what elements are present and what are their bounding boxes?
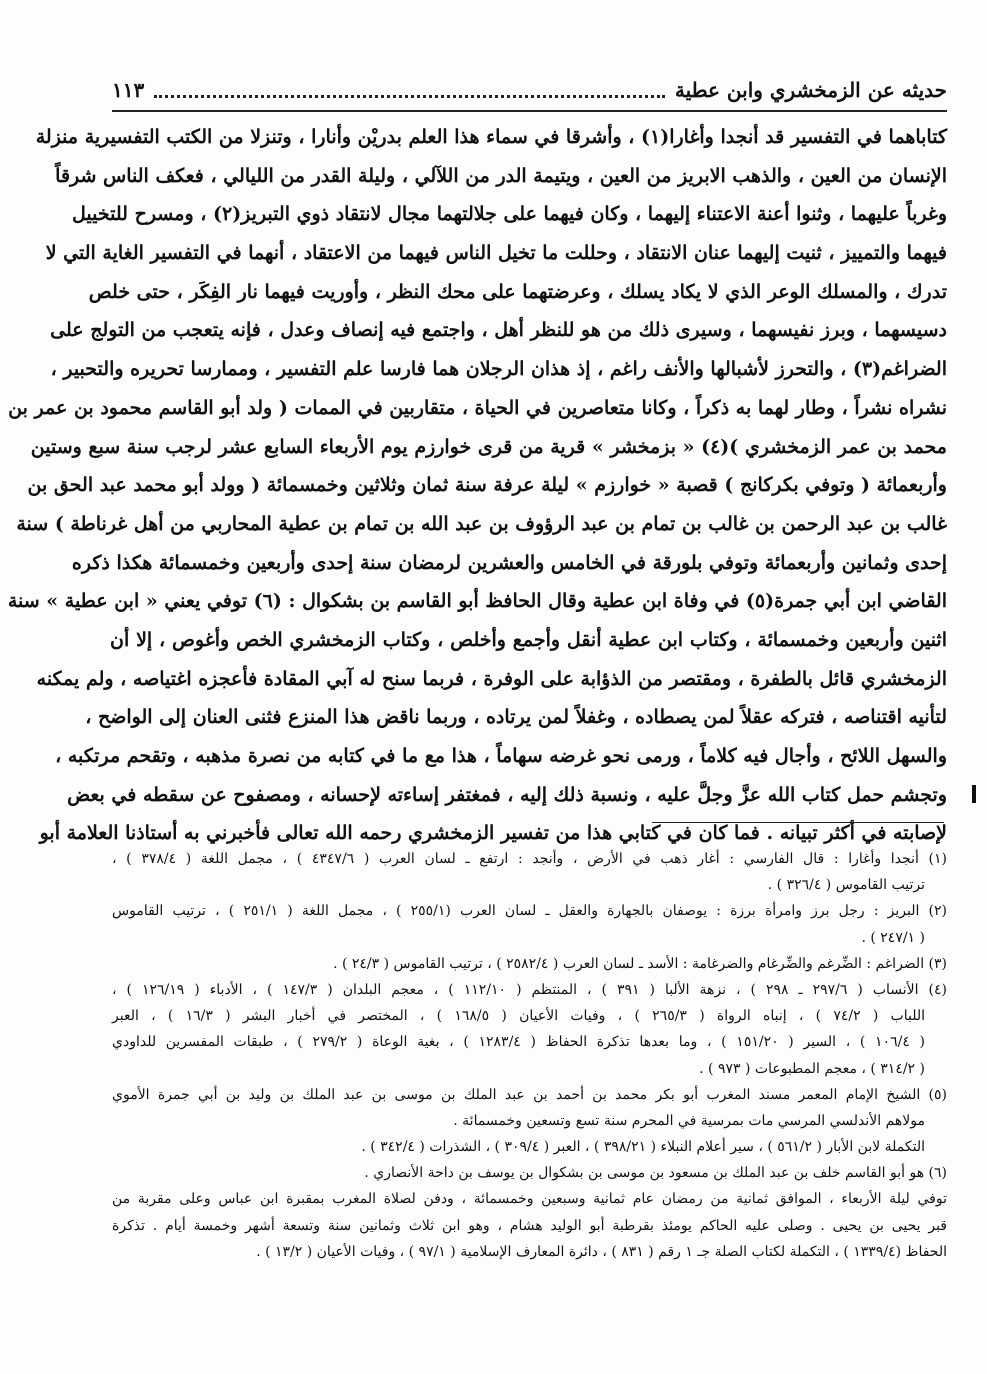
text-line: الزمخشري قائل بالطفرة ، ومقتصر من الذؤابة على الوفرة ، فربما سنح له آبي المقادة فأعجزه اغتياصه ، ولم يمكنه [36, 667, 947, 690]
footnote-line: (٥) الشيخ الإمام المعمر مسند المغرب أبو بكر محمد بن أحمد بن عبد الملك بن موسى بن عبد الملك بن وليد بن أبي جمرة الأموي [112, 1086, 947, 1103]
main-text [7, 118, 947, 853]
text-line: القاضي ابن أبي جمرة(٥) في وفاة ابن عطية وقال الحافظ أبو القاسم بن بشكوال : (٦) توفي يعني « ابن عطية » سنة [7, 590, 947, 613]
text-line: لإصابته في أكثر تبيانه . فما كان في كتابي هذا من تفسير الزمخشري رحمه الله تعالى فأخبرني به أستاذنا العلامة أبو [39, 822, 947, 845]
footnote-line: قبر يحيى بن يحيى . وصلى عليه الحاكم يومئذ بقرطبة أبو الوليد هشام ، وهو ابن ثلاث وثمانين سنة وتسعة أشهر وخمسة أيام . تذكرة [112, 1217, 947, 1234]
text-line: الضراغم(٣) ، والتحرز لأشبالها والأنف راغم ، إذ هذان الرجلان هما فارسا علم التفسير ، وممارسا تحريره والتحبير ، [50, 358, 947, 381]
footnote-line: ( ٣١٤/٢ ) ، معجم المطبوعات ( ٩٧٣ ) . [699, 1060, 925, 1077]
text-line: وتجشم حمل كتاب الله عزَّ وجلَّ عليه ، ونسبة ذلك إليه ، فمغتفر إساءته لإحسانه ، ومصفوح عن سقطه في بعض [67, 783, 947, 806]
page-header [112, 70, 947, 112]
footnote-line: ( ٢٤٧/١ ) . [861, 929, 925, 946]
header-dot-leader [154, 83, 665, 98]
text-line: تدرك ، والمسلك الوعر الذي لا يكاد يسلك ، وعرضتهما على محك النظر ، وأوريت فيهما نار الفِكَر ، حتى خلص [88, 280, 947, 303]
footnote-line: توفي ليلة الأربعاء ، الموافق ثمانية من رمضان عام ثمانية وسبعين وخمسمائة ، ودفن لصلاة المغرب بمقبرة ابن عباس وعلى مقربة من [112, 1191, 947, 1208]
footnotes [112, 846, 947, 1265]
footnote-line: مولاهم الأندلسي المرسي مات بمرسية في المحرم سنة تسع وتسعين وخمسمائة . [453, 1112, 925, 1129]
text-line: نشراه نشراً ، وطار لهما به ذكراً ، وكانا متعاصرين في الحياة ، متقاربين في الممات ( ولد أبو القاسم محمود بن عمر بن [8, 396, 947, 419]
running-title: حديثه عن الزمخشري وابن عطية [674, 78, 947, 102]
footnote-separator [652, 822, 944, 823]
text-line: والسهل اللائح ، وأجال فيه كلاماً ، ورمى نحو غرضه سهاماً ، هذا مع ما في كتابه من نصرة مذهبه ، وتقحم مرتكبه ، [55, 745, 947, 767]
text-line: الإنسان من العين ، والذهب الابريز من العين ، ويتيمة الدر من اللآلي ، وليلة القدر من الليالي ، فعكف الناس شرقاً [55, 164, 947, 187]
footnote-line: (٦) هو أبو القاسم خلف بن عبد الملك بن مسعود بن موسى بن بشكوال بن يوسف بن داحة الأنصاري . [364, 1165, 947, 1182]
text-line: لتأنيه اقتناصه ، فتركه عقلاً لمن يصطاده ، وغفلاً لمن يرتاده ، وربما ناقض هذا المنزع فثنى العنان إلى الواضح ، [85, 706, 947, 729]
footnote-line: التكملة لابن الأبار ( ٥٦١/٢ ) ، سير أعلام النبلاء ( ٣٩٨/٢١ ) ، العبر ( ٣٠٩/٤ ) ، الشذرات ( ٣٤٢/٤ ) . [361, 1139, 925, 1156]
footnote-line: (٢) البريز : رجل برز وامرأة برزة : يوصفان بالجهارة والعقل ـ لسان العرب (٢٥٥/١ ) ، مجمل اللغة ( ٢٥١/١ ) ، ترتيب القاموس [112, 903, 947, 920]
text-line: محمد بن عمر الزمخشري )(٤) « بزمخشر » قرية من قرى خوارزم يوم الأربعاء السابع عشر لرجب سنة سبع وستين [30, 435, 947, 458]
footnote-line: (٣) الضراغم : الضِّرغم والضِّرغام والضرغامة : الأسد ـ لسان العرب ( ٢٥٨٢/٤ ) ، ترتيب القاموس ( ٢٤/٣ ) . [333, 955, 947, 972]
margin-mark [972, 785, 976, 803]
text-line: وغرباً عليهما ، وثنوا أعنة الاعتناء إليهما ، وكان فيهما على جلالتهما مجال لانتقاد ذوي التبريز(٢) ، ومسرح للتخييل [72, 203, 947, 226]
text-line: كتاباهما في التفسير قد أنجدا وأغارا(١) ، وأشرقا في سماء هذا العلم بدريْن وأنارا ، وتنزلا من الكتب التفسيرية منزلة [35, 126, 947, 148]
text-line: دسيسهما ، وبرز نفيسهما ، وسيرى ذلك من هو للنظر أهل ، واجتمع فيه إنصاف وعدل ، فإنه يتعجب من التولج على [50, 319, 947, 342]
text-line: وأربعمائة ( وتوفي بكركانج ) قصبة « خوارزم » ليلة عرفة سنة ثمان وثلاثين وخمسمائة ( وولد أبو محمد عبد الحق بن [27, 474, 947, 497]
footnote-line: (١) أنجدا وأغارا : قال الفارسي : أغار ذهب في الأرض ، وأنجد : ارتفع ـ لسان العرب ( ٤٣٤٧/٦ ) ، مجمل اللغة ( ٣٧٨/٤ ) ، [112, 851, 947, 867]
footnote-line: ( ١٠٦/٤ ) ، السير ( ١٥١/٢٠ ) ، وما بعدها تذكرة الحفاظ ( ١٢٨٣/٤ ) ، بغية الوعاة ( ٢٧٩/٢ ) ، طبقات المفسرين للداودي [112, 1034, 925, 1051]
footnote-line: ترتيب القاموس ( ٣٢٦/٤ ) . [767, 877, 925, 894]
page-number: ١١٣ [112, 78, 145, 102]
footnote-line: (٤) الأنساب ( ٢٩٧/٦ ـ ٢٩٨ ) ، نزهة الألبا ( ٣٩١ ) ، المنتظم ( ١١٢/١٠ ) ، معجم البلدان ( ١٤٧/٣ ) ، الأدباء ( ١٢٦/١٩ ) ، [112, 981, 947, 998]
text-line: إحدى وثمانين وأربعمائة وتوفي بلورقة في الخامس والعشرين لرمضان سنة إحدى وأربعين وخمسمائة هكذا ذكره [71, 551, 947, 574]
text-line: غالب بن عبد الرحمن بن غالب بن تمام بن عبد الرؤوف بن عبد الله بن تمام بن عطية المحاربي من أهل غرناطة ) سنة [16, 512, 947, 535]
footnote-line: الحفاظ (١٣٣٩/٤ ) ، التكملة لكتاب الصلة جـ ١ رقم ( ٨٣١ ) ، دائرة المعارف الإسلامية ( ٩٧/١ ) ، وفيات الأعيان ( ١٣/٢ ) . [256, 1243, 947, 1260]
text-line: اثنين وأربعين وخمسمائة ، وكتاب ابن عطية أنقل وأجمع وأخلص ، وكتاب الزمخشري الخص وأغوص ، إلا أن [110, 628, 947, 651]
footnote-line: اللباب ( ٧٤/٢ ) ، إنباه الرواة ( ٢٦٥/٣ ) ، وفيات الأعيان ( ١٦٨/٥ ) ، المختصر في أخبار البشر ( ١٦/٣ ) ، العبر [112, 1008, 926, 1025]
text-line: فيهما والتمييز ، ثنيت إليهما عنان الانتقاد ، وحللت ما تخيل الناس فيهما من الاعتقاد ، أنهما في التفسير الغاية التي لا [45, 242, 947, 265]
